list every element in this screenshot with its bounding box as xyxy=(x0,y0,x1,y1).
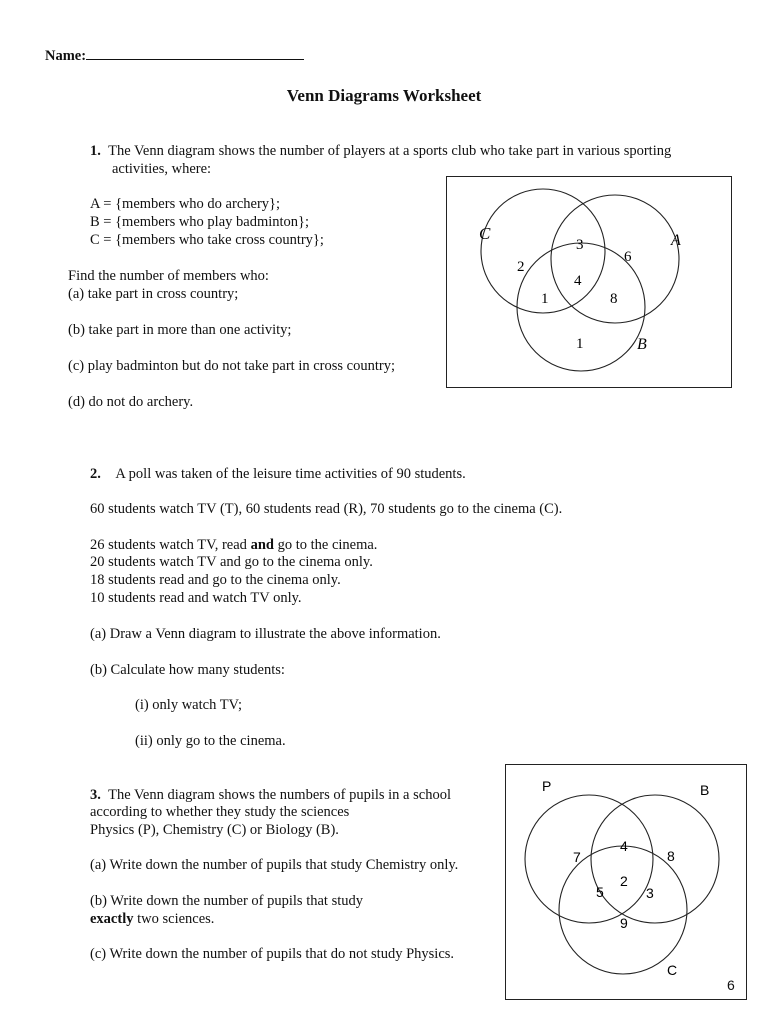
q3-circle-p xyxy=(525,795,653,923)
q1-intro-line2: activities, where: xyxy=(112,161,212,177)
q2-intro xyxy=(90,466,466,483)
q2-part-b-i: (i) only watch TV; xyxy=(135,697,242,713)
q1-venn-svg xyxy=(447,177,731,387)
q2-part-a: (a) Draw a Venn diagram to illustrate the above information. xyxy=(90,626,441,642)
worksheet-title: Venn Diagrams Worksheet xyxy=(286,86,482,105)
q3-venn-diagram xyxy=(505,764,747,1000)
q2-number: 2. xyxy=(90,466,101,482)
q3-part-b-line1: (b) Write down the number of pupils that study xyxy=(90,893,363,909)
q3-intro-line2: according to whether they study the sciences xyxy=(90,804,350,820)
q3-region-b-only: 8 xyxy=(667,848,675,864)
q1-region-a-and-c: 3 xyxy=(576,237,584,253)
q3-region-p-and-c: 5 xyxy=(596,884,604,900)
q3-circle-c xyxy=(559,846,687,974)
q1-region-a-and-b: 8 xyxy=(610,291,618,307)
name-field xyxy=(45,46,304,65)
q1-intro-line1 xyxy=(90,143,671,160)
name-blank-line xyxy=(86,46,304,60)
q1-set-a: A = {members who do archery}; xyxy=(90,196,281,212)
q3-part-b-post: two sciences. xyxy=(133,911,215,927)
q3-venn-svg xyxy=(506,765,746,999)
q1-set-c: C = {members who take cross country}; xyxy=(90,232,324,248)
q1-number: 1. xyxy=(90,143,101,159)
q3-part-c: (c) Write down the number of pupils that do not study Physics. xyxy=(90,946,455,962)
q3-region-p-and-b: 4 xyxy=(620,838,628,854)
page-number: 6 xyxy=(727,977,735,993)
q2-fact1 xyxy=(90,537,377,554)
q3-number: 3. xyxy=(90,787,101,803)
q3-circle-b xyxy=(591,795,719,923)
q3-intro-line3: Physics (P), Chemistry (C) or Biology (B). xyxy=(90,822,339,838)
q3-label-b: B xyxy=(700,782,710,798)
q2-fact2: 20 students watch TV and go to the cinema only. xyxy=(90,554,373,570)
q3-part-b-line2 xyxy=(90,911,214,928)
q3-region-b-and-c: 3 xyxy=(646,885,654,901)
q1-region-c-only: 2 xyxy=(517,259,525,275)
q1-part-d: (d) do not do archery. xyxy=(68,394,194,410)
q3-part-a: (a) Write down the number of pupils that study Chemistry only. xyxy=(90,857,459,873)
q2-totals: 60 students watch TV (T), 60 students read (R), 70 students go to the cinema (C). xyxy=(90,501,563,517)
q2-intro-text: A poll was taken of the leisure time activities of 90 students. xyxy=(115,466,466,482)
q1-label-c: C xyxy=(479,224,491,243)
q3-intro-text: The Venn diagram shows the numbers of pupils in a school xyxy=(108,787,451,803)
q2-part-b-ii: (ii) only go to the cinema. xyxy=(135,733,286,749)
q1-set-b: B = {members who play badminton}; xyxy=(90,214,310,230)
q3-label-c: C xyxy=(667,962,678,978)
q2-fact3: 18 students read and go to the cinema only. xyxy=(90,572,341,588)
q2-part-b: (b) Calculate how many students: xyxy=(90,662,285,678)
q2-fact1-pre: 26 students watch TV, read xyxy=(90,537,251,553)
q1-region-a-only: 6 xyxy=(624,249,632,265)
q2-fact1-post: go to the cinema. xyxy=(273,537,378,553)
q3-label-p: P xyxy=(542,778,552,794)
q1-find: Find the number of members who: xyxy=(68,268,269,284)
q1-part-c: (c) play badminton but do not take part in cross country; xyxy=(68,358,395,374)
q2-fact1-bold: and xyxy=(250,537,274,553)
q3-intro-line1 xyxy=(90,787,451,804)
q3-region-p-only: 7 xyxy=(573,849,581,865)
q2-fact4: 10 students read and watch TV only. xyxy=(90,590,302,606)
q1-region-all-three: 4 xyxy=(574,273,582,289)
q1-label-a: A xyxy=(671,232,681,249)
q1-part-b: (b) take part in more than one activity; xyxy=(68,322,292,338)
q1-part-a: (a) take part in cross country; xyxy=(68,286,239,302)
q3-part-b-bold: exactly xyxy=(90,911,134,927)
q1-label-b: B xyxy=(637,336,647,353)
name-label: Name: xyxy=(45,48,87,64)
q1-intro-text: The Venn diagram shows the number of players at a sports club who take part in various sporting xyxy=(108,143,672,159)
q1-region-b-only: 1 xyxy=(576,336,584,352)
q3-region-all-three: 2 xyxy=(620,873,628,889)
q1-region-b-and-c: 1 xyxy=(541,291,549,307)
q1-venn-diagram xyxy=(446,176,732,388)
q3-region-c-only: 9 xyxy=(620,915,628,931)
